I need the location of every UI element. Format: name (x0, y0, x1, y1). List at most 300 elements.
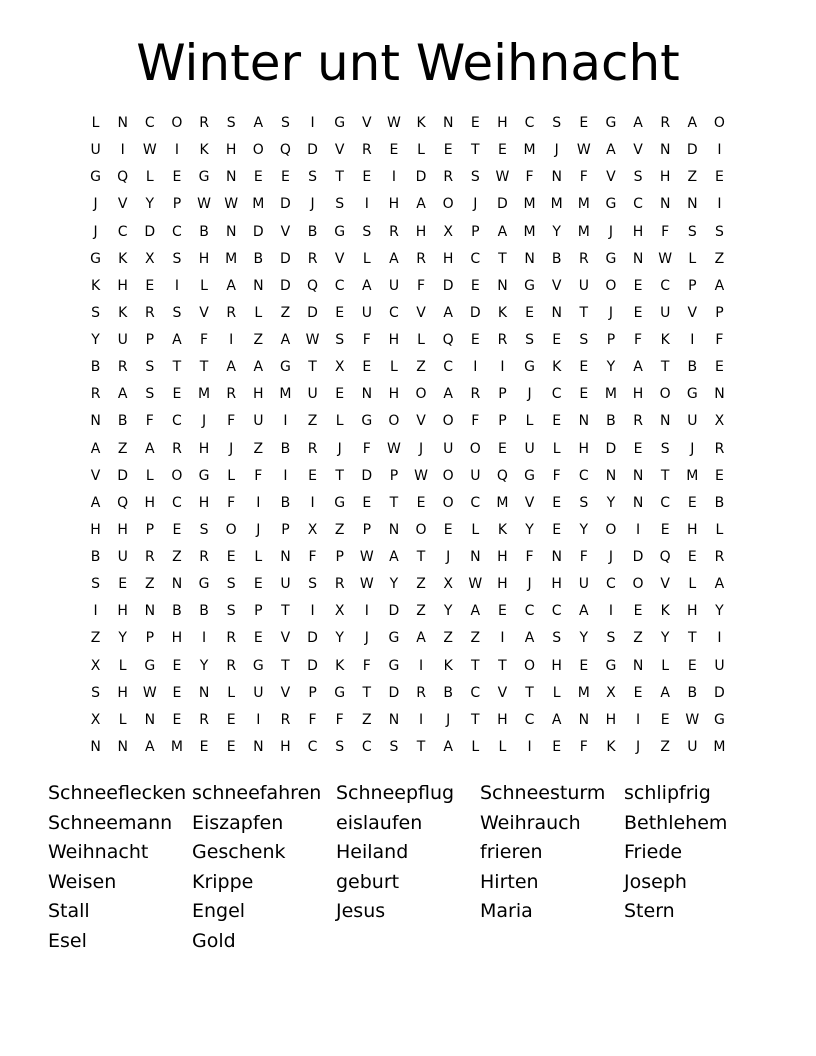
grid-letter: P (471, 223, 480, 240)
grid-letter: N (551, 304, 562, 321)
grid-letter: G (605, 115, 617, 131)
grid-letter: W (359, 549, 374, 565)
grid-letter: G (388, 630, 400, 647)
grid-letter: G (524, 277, 535, 294)
grid-letter: D (632, 549, 644, 565)
grid-letter: T (362, 684, 372, 701)
grid-letter: L (715, 521, 724, 538)
grid-letter: E (687, 549, 697, 565)
grid-letter: S (335, 332, 345, 348)
grid-letter: V (416, 304, 426, 321)
grid-letter: S (280, 115, 290, 131)
grid-letter: E (552, 332, 562, 348)
grid-letter: P (281, 521, 290, 538)
grid-letter: X (714, 413, 725, 430)
grid-letter: K (552, 359, 562, 376)
grid-row (82, 327, 733, 354)
grid-letter: W (495, 169, 510, 186)
grid-letter: N (551, 549, 562, 565)
grid-letter: V (497, 684, 508, 701)
grid-letter: C (524, 603, 535, 620)
grid-letter: U (388, 277, 400, 294)
grid-letter: O (171, 467, 183, 484)
grid-letter: B (199, 223, 209, 240)
grid-letter: L (688, 576, 697, 593)
grid-letter: A (253, 359, 264, 376)
grid-letter: F (661, 223, 670, 240)
grid-letter: D (280, 250, 291, 267)
grid-letter: A (497, 223, 508, 240)
grid-letter: B (443, 684, 453, 701)
grid-letter: T (308, 359, 317, 376)
grid-letter: S (145, 359, 155, 376)
grid-letter: J (93, 196, 98, 213)
grid-letter: D (686, 142, 698, 159)
grid-letter: H (415, 223, 427, 240)
grid-letter: A (416, 630, 426, 647)
grid-letter: M (686, 467, 699, 484)
grid-letter: K (497, 304, 508, 321)
grid-letter: S (335, 738, 345, 755)
grid-letter: U (253, 684, 264, 701)
grid-letter: N (442, 115, 454, 131)
grid-letter: I (717, 142, 722, 159)
grid-letter: J (527, 576, 532, 593)
grid-letter: K (335, 657, 345, 674)
grid-letter: H (388, 196, 400, 213)
grid-letter: U (361, 304, 372, 321)
grid-letter: C (361, 738, 372, 755)
grid-letter: E (172, 684, 182, 701)
grid-letter: Z (416, 576, 426, 593)
letter-grid (82, 110, 733, 761)
grid-letter: F (308, 549, 317, 565)
grid-letter: I (690, 332, 695, 348)
grid-letter: N (632, 494, 644, 511)
grid-letter: C (551, 603, 562, 620)
grid-letter: E (416, 494, 426, 511)
grid-letter: C (633, 196, 643, 213)
grid-letter: I (201, 630, 207, 647)
grid-letter: S (552, 630, 562, 647)
word-list-item: Bethlehem (624, 811, 728, 834)
grid-letter: H (659, 169, 671, 186)
grid-letter: J (608, 304, 613, 321)
grid-letter: G (714, 711, 725, 728)
grid-letter: B (606, 413, 616, 430)
grid-letter: U (117, 332, 128, 348)
grid-letter: J (364, 630, 369, 647)
grid-letter: S (362, 223, 372, 240)
grid-letter: S (91, 304, 100, 321)
word-list-item: Schneesturm (480, 782, 606, 804)
grid-letter: E (579, 386, 589, 403)
grid-letter: V (280, 223, 291, 240)
grid-letter: E (715, 359, 724, 376)
grid-letter: Z (714, 250, 725, 267)
grid-letter: M (198, 386, 211, 403)
grid-letter: I (229, 332, 234, 348)
grid-letter: S (91, 576, 100, 593)
grid-letter: N (578, 711, 590, 728)
grid-letter: B (199, 603, 209, 620)
word-list-item: schneefahren (192, 782, 322, 804)
grid-letter: Z (660, 738, 670, 755)
grid-letter: M (577, 684, 590, 701)
grid-letter: R (226, 386, 237, 403)
grid-letter: E (552, 738, 562, 755)
grid-letter: N (171, 576, 183, 593)
grid-letter: M (713, 738, 726, 755)
grid-letter: N (361, 386, 373, 403)
grid-letter: R (497, 332, 508, 348)
grid-letter: D (361, 467, 373, 484)
grid-letter: V (334, 250, 345, 267)
grid-letter: B (280, 440, 291, 457)
grid-row (82, 571, 733, 598)
grid-letter: P (498, 386, 507, 403)
grid-letter: D (442, 277, 454, 294)
grid-letter: D (307, 630, 318, 647)
grid-letter: N (632, 657, 644, 674)
grid-letter: E (443, 142, 453, 159)
grid-letter: E (253, 630, 263, 647)
grid-letter: A (660, 684, 670, 701)
grid-letter: Z (280, 304, 291, 321)
grid-letter: I (717, 196, 722, 213)
grid-letter: A (633, 115, 643, 131)
grid-letter: Z (470, 630, 481, 647)
grid-letter: A (117, 386, 128, 403)
grid-letter: J (608, 549, 613, 565)
grid-letter: F (715, 332, 724, 348)
grid-letter: N (632, 250, 644, 267)
grid-row (82, 246, 733, 273)
grid-letter: E (443, 521, 453, 538)
grid-letter: T (498, 657, 507, 674)
grid-letter: I (608, 603, 613, 620)
grid-letter: B (551, 250, 562, 267)
grid-letter: Q (117, 169, 129, 186)
grid-letter: M (577, 196, 590, 213)
grid-letter: H (198, 250, 210, 267)
grid-letter: L (498, 738, 507, 755)
grid-letter: O (415, 521, 427, 538)
grid-letter: J (446, 711, 451, 728)
grid-letter: U (578, 576, 589, 593)
grid-letter: H (117, 603, 128, 620)
grid-letter: R (714, 440, 725, 457)
grid-letter: W (658, 250, 673, 267)
grid-letter: K (660, 603, 670, 620)
grid-letter: I (93, 603, 98, 620)
grid-letter: L (362, 250, 371, 267)
grid-letter: U (90, 142, 101, 159)
grid-letter: I (418, 657, 424, 674)
word-list-item: Joseph (624, 870, 687, 893)
grid-letter: K (606, 738, 616, 755)
grid-letter: S (145, 386, 155, 403)
grid-letter: I (418, 711, 424, 728)
grid-letter: R (117, 359, 128, 376)
grid-letter: X (443, 223, 453, 240)
grid-letter: L (227, 684, 236, 701)
grid-letter: U (470, 467, 481, 484)
grid-letter: F (362, 440, 371, 457)
grid-letter: I (256, 494, 261, 511)
grid-letter: E (579, 359, 589, 376)
grid-letter: S (552, 115, 562, 131)
grid-letter: T (660, 467, 670, 484)
grid-row (82, 219, 733, 246)
grid-letter: Z (117, 440, 128, 457)
grid-letter: J (310, 196, 315, 213)
grid-letter: Y (579, 521, 589, 538)
grid-letter: E (498, 440, 507, 457)
grid-letter: M (496, 494, 509, 511)
grid-letter: I (527, 738, 532, 755)
grid-letter: E (633, 440, 643, 457)
grid-letter: T (281, 603, 290, 620)
grid-letter: L (145, 169, 154, 186)
grid-letter: O (469, 440, 481, 457)
grid-letter: V (416, 413, 426, 430)
grid-letter: I (310, 115, 315, 131)
grid-letter: E (633, 277, 643, 294)
grid-letter: E (687, 657, 697, 674)
grid-letter: R (416, 684, 426, 701)
grid-letter: P (145, 521, 155, 538)
grid-letter: H (171, 630, 183, 647)
grid-letter: R (633, 413, 643, 430)
grid-letter: R (199, 115, 209, 131)
grid-letter: Z (416, 603, 426, 620)
grid-letter: C (524, 115, 535, 131)
grid-letter: P (498, 413, 507, 430)
grid-letter: V (280, 684, 291, 701)
grid-letter: A (90, 494, 101, 511)
grid-letter: F (552, 467, 561, 484)
grid-letter: W (414, 467, 428, 484)
grid-letter: C (660, 494, 671, 511)
word-list-item: Heiland (336, 841, 409, 864)
grid-letter: N (388, 711, 400, 728)
word-list-item: Engel (192, 900, 246, 923)
grid-letter: C (172, 494, 182, 511)
grid-letter: Q (442, 332, 454, 348)
grid-letter: C (606, 576, 616, 593)
word-list-item: Hirten (480, 870, 539, 893)
grid-letter: K (497, 521, 508, 538)
grid-letter: Y (389, 576, 399, 593)
grid-letter: S (389, 738, 399, 755)
grid-letter: H (632, 223, 644, 240)
word-list-item: Maria (480, 900, 533, 923)
grid-letter: E (253, 576, 263, 593)
grid-letter: Y (660, 630, 670, 647)
word-list-item: Gold (192, 929, 236, 952)
grid-letter: J (635, 738, 641, 755)
grid-letter: I (635, 711, 641, 728)
grid-letter: Q (659, 549, 671, 565)
grid-letter: Z (253, 332, 264, 348)
grid-letter: S (308, 169, 317, 186)
grid-letter: N (659, 196, 671, 213)
grid-letter: L (661, 657, 670, 674)
grid-letter: P (715, 304, 724, 321)
grid-letter: T (471, 711, 480, 728)
grid-letter: N (117, 115, 128, 131)
grid-letter: F (471, 413, 480, 430)
grid-letter: N (225, 223, 237, 240)
grid-letter: Q (117, 494, 129, 511)
grid-letter: O (225, 521, 237, 538)
grid-letter: F (579, 738, 588, 755)
grid-letter: G (388, 657, 400, 674)
grid-letter: G (605, 196, 617, 213)
grid-letter: D (469, 304, 481, 321)
grid-letter: B (280, 494, 291, 511)
word-list-item: Eiszapfen (192, 811, 284, 834)
grid-letter: I (174, 142, 179, 159)
grid-letter: N (632, 467, 644, 484)
grid-letter: A (253, 115, 264, 131)
grid-letter: A (226, 277, 236, 294)
grid-letter: O (605, 521, 617, 538)
grid-letter: R (226, 630, 237, 647)
grid-letter: E (470, 115, 480, 131)
grid-letter: D (388, 684, 400, 701)
grid-letter: T (335, 467, 344, 484)
grid-letter: R (443, 169, 454, 186)
grid-letter: V (90, 467, 101, 484)
grid-letter: W (142, 142, 157, 159)
grid-letter: A (90, 440, 101, 457)
grid-letter: E (145, 277, 155, 294)
grid-letter: K (416, 115, 426, 131)
word-list-item: Jesus (336, 900, 386, 923)
grid-letter: G (252, 657, 264, 674)
grid-letter: E (633, 304, 643, 321)
grid-letter: O (632, 576, 644, 593)
grid-letter: H (117, 684, 128, 701)
grid-letter: C (660, 277, 671, 294)
grid-letter: V (606, 169, 616, 186)
grid-letter: H (687, 603, 698, 620)
grid-letter: S (633, 169, 643, 186)
grid-letter: R (199, 549, 209, 565)
grid-letter: H (225, 142, 237, 159)
grid-letter: I (500, 630, 505, 647)
word-list-item: Stern (624, 900, 675, 923)
grid-letter: E (687, 494, 697, 511)
grid-letter: C (470, 684, 481, 701)
grid-letter: V (334, 142, 345, 159)
grid-letter: I (283, 467, 288, 484)
grid-letter: U (524, 440, 535, 457)
grid-letter: Y (606, 494, 616, 511)
grid-letter: L (417, 332, 425, 348)
grid-letter: A (416, 196, 426, 213)
grid-letter: J (229, 440, 234, 457)
grid-letter: W (387, 440, 401, 457)
grid-letter: A (606, 142, 616, 159)
grid-letter: P (335, 549, 344, 565)
grid-letter: C (389, 304, 399, 321)
grid-letter: U (687, 413, 698, 430)
grid-letter: C (172, 223, 182, 240)
grid-letter: N (90, 738, 101, 755)
grid-row (82, 653, 733, 680)
grid-letter: U (117, 549, 128, 565)
grid-letter: S (470, 169, 480, 186)
grid-letter: F (227, 494, 236, 511)
grid-letter: Y (443, 603, 453, 620)
grid-letter: J (418, 440, 424, 457)
grid-letter: R (226, 657, 237, 674)
grid-letter: X (307, 521, 318, 538)
grid-letter: V (117, 196, 128, 213)
grid-letter: G (605, 250, 617, 267)
grid-letter: W (305, 332, 320, 348)
grid-letter: I (364, 196, 369, 213)
grid-letter: Z (253, 440, 264, 457)
grid-letter: H (551, 576, 562, 593)
grid-letter: X (334, 359, 345, 376)
grid-letter: V (687, 304, 698, 321)
grid-letter: E (579, 115, 589, 131)
grid-letter: N (551, 169, 562, 186)
grid-letter: E (199, 738, 209, 755)
grid-letter: I (310, 494, 315, 511)
grid-letter: O (442, 196, 454, 213)
grid-row (82, 110, 733, 137)
grid-letter: S (172, 304, 182, 321)
grid-letter: N (497, 277, 508, 294)
grid-letter: G (90, 250, 101, 267)
grid-letter: K (660, 332, 670, 348)
grid-letter: E (308, 467, 317, 484)
grid-letter: Z (362, 711, 372, 728)
grid-letter: O (713, 115, 725, 131)
grid-letter: N (578, 413, 590, 430)
grid-row (82, 191, 733, 218)
grid-letter: D (280, 196, 291, 213)
grid-letter: G (90, 169, 101, 186)
grid-letter: W (224, 196, 239, 213)
grid-letter: F (145, 413, 154, 430)
grid-letter: T (688, 630, 697, 647)
grid-letter: G (280, 359, 291, 376)
grid-letter: H (144, 494, 156, 511)
grid-letter: J (473, 196, 478, 213)
grid-letter: O (171, 115, 183, 131)
grid-letter: R (144, 549, 155, 565)
grid-letter: E (389, 142, 399, 159)
grid-letter: S (714, 223, 724, 240)
grid-letter: N (225, 169, 237, 186)
grid-letter: A (714, 576, 725, 593)
grid-letter: R (470, 386, 481, 403)
grid-letter: D (307, 304, 318, 321)
grid-letter: S (335, 196, 345, 213)
word-list-item: Schneepflug (336, 782, 455, 804)
grid-letter: M (523, 196, 536, 213)
grid-letter: S (199, 521, 209, 538)
grid-letter: L (471, 738, 480, 755)
grid-letter: L (552, 440, 561, 457)
grid-letter: R (226, 304, 237, 321)
